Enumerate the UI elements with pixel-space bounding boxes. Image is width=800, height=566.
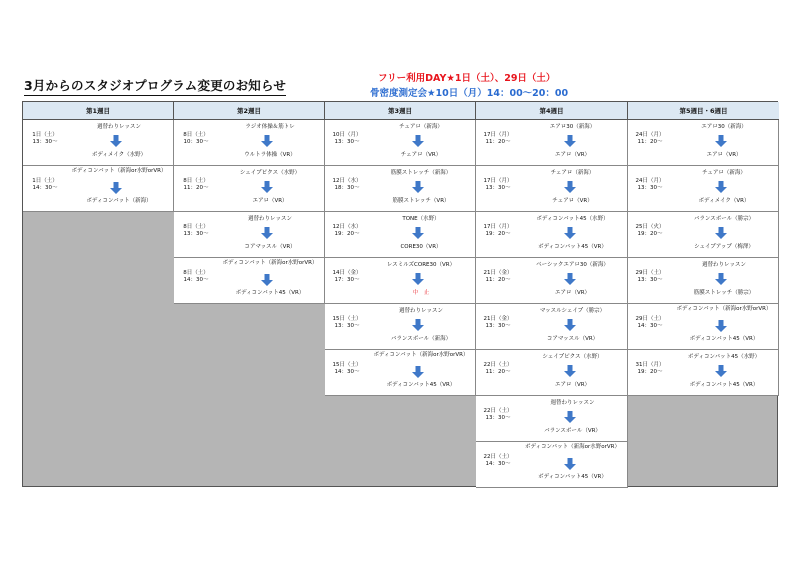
lesson-time: 14：30〜 (32, 185, 58, 191)
lesson-date: 17日（月） (483, 178, 513, 184)
schedule-cell (325, 304, 476, 350)
arrow-down-icon (715, 320, 727, 332)
arrow-down-icon (564, 227, 576, 239)
schedule-cell (476, 166, 628, 212)
old-program: チェアロ（新海） (550, 170, 595, 176)
lesson-date: 17日（月） (483, 224, 513, 230)
old-program: ラジオ体操＆筋トレ (245, 124, 295, 130)
schedule-cell (476, 350, 628, 396)
lesson-time: 13：30〜 (334, 139, 360, 145)
lesson-date: 1日（土） (32, 178, 58, 184)
lesson-datetime (23, 132, 67, 146)
new-program: エアロ（VR） (554, 382, 591, 388)
arrow-down-icon (564, 365, 576, 377)
new-program: コアマッスル（VR） (244, 244, 296, 250)
old-program: ボディコンバット（新海or水野orVR） (71, 168, 167, 174)
lesson-datetime (174, 224, 218, 238)
arrow-down-icon (412, 227, 424, 239)
lesson-datetime (325, 362, 369, 376)
arrow-down-icon (110, 135, 122, 147)
schedule-cell (628, 166, 779, 212)
schedule-cell (325, 166, 476, 212)
lesson-time: 11：20〜 (485, 139, 511, 145)
lesson-date: 10日（月） (332, 132, 362, 138)
lesson-datetime (628, 362, 672, 376)
new-program: ボディコンバット（新海） (86, 198, 152, 204)
old-program: マッスルシェイプ（勝宗） (539, 308, 606, 314)
schedule-cell (476, 304, 628, 350)
lesson-date: 21日（金） (483, 270, 513, 276)
lesson-datetime (174, 178, 218, 192)
schedule-cell (174, 212, 325, 258)
schedule-cell (476, 258, 628, 304)
arrow-down-icon (564, 181, 576, 193)
free-day-notice: フリー利用DAY★1日（土）、29日（土） (378, 73, 556, 84)
lesson-datetime (174, 132, 218, 146)
old-program: レスミルズCORE30（VR） (386, 262, 456, 268)
new-program: シェイプアップ（梅澤） (694, 244, 754, 250)
new-program: CORE30（VR） (400, 244, 442, 250)
schedule-cell (476, 212, 628, 258)
lesson-datetime (628, 132, 672, 146)
lesson-date: 12日（水） (332, 178, 362, 184)
cancelled-label: 中 止 (412, 290, 430, 296)
lesson-datetime (325, 178, 369, 192)
lesson-time: 14：30〜 (334, 369, 360, 375)
lesson-date: 1日（土） (32, 132, 58, 138)
lesson-datetime (325, 270, 369, 284)
schedule-cell (476, 442, 628, 488)
lesson-datetime (628, 224, 672, 238)
schedule-cell (325, 120, 476, 166)
old-program: ボディコンバット（新海or水野orVR） (524, 444, 620, 450)
lesson-date: 31日（月） (635, 362, 665, 368)
schedule-cell (174, 166, 325, 212)
old-program: エアロ30（新海） (701, 124, 747, 130)
new-program: チェアロ（VR） (400, 152, 442, 158)
arrow-down-icon (412, 366, 424, 378)
lesson-time: 17：30〜 (334, 277, 360, 283)
lesson-datetime (325, 316, 369, 330)
lesson-datetime (476, 132, 520, 146)
schedule-cell (628, 212, 779, 258)
lesson-date: 22日（土） (483, 454, 513, 460)
lesson-time: 13：30〜 (485, 185, 511, 191)
new-program: ボディコンバット45（VR） (689, 336, 759, 342)
week-header: 第1週目 (23, 102, 174, 120)
schedule-cell (174, 120, 325, 166)
arrow-down-icon (564, 319, 576, 331)
page-title: 3月からのスタジオプログラム変更のお知らせ (24, 76, 286, 96)
arrow-down-icon (261, 274, 273, 286)
old-program: シェイプピクス（水野） (239, 170, 301, 176)
schedule-cell (628, 258, 779, 304)
lesson-date: 15日（土） (332, 316, 362, 322)
lesson-datetime (476, 362, 520, 376)
lesson-datetime (476, 224, 520, 238)
arrow-down-icon (110, 182, 122, 194)
schedule-cell (628, 120, 779, 166)
arrow-down-icon (715, 135, 727, 147)
lesson-date: 21日（金） (483, 316, 513, 322)
arrow-down-icon (564, 458, 576, 470)
lesson-time: 11：20〜 (637, 139, 663, 145)
lesson-date: 15日（土） (332, 362, 362, 368)
lesson-time: 13：30〜 (334, 323, 360, 329)
new-program: ウルトラ体操（VR） (244, 152, 296, 158)
arrow-down-icon (715, 227, 727, 239)
lesson-time: 13：30〜 (637, 185, 663, 191)
lesson-date: 12日（水） (332, 224, 362, 230)
old-program: バランスボール（勝宗） (693, 216, 755, 222)
lesson-datetime (325, 132, 369, 146)
lesson-date: 14日（金） (332, 270, 362, 276)
new-program: チェアロ（VR） (552, 198, 593, 204)
lesson-date: 25日（火） (635, 224, 665, 230)
old-program: ボディコンバット45（水野） (687, 354, 761, 360)
new-program: バランスボール（新海） (390, 336, 452, 342)
new-program: バランスボール（VR） (544, 428, 601, 434)
lesson-date: 8日（土） (183, 132, 209, 138)
arrow-down-icon (564, 135, 576, 147)
lesson-datetime (476, 270, 520, 284)
old-program: エアロ30（新海） (549, 124, 596, 130)
old-program: シェイプピクス（水野） (542, 354, 603, 360)
new-program: エアロ（VR） (252, 198, 288, 204)
new-program: 筋膜ストレッチ（勝宗） (693, 290, 755, 296)
schedule-cell (325, 350, 476, 396)
lesson-date: 29日（土） (635, 316, 665, 322)
lesson-datetime (23, 178, 67, 192)
lesson-date: 29日（土） (635, 270, 665, 276)
arrow-down-icon (412, 135, 424, 147)
schedule-table (22, 101, 778, 487)
lesson-time: 13：30〜 (32, 139, 58, 145)
lesson-date: 24日（月） (635, 178, 665, 184)
old-program: ボディコンバット（新海or水野orVR） (373, 352, 469, 358)
arrow-down-icon (564, 273, 576, 285)
lesson-time: 11：20〜 (485, 369, 511, 375)
old-program: 週替わりレッスン (248, 216, 292, 222)
week-header: 第4週目 (476, 102, 628, 120)
schedule-cell (476, 120, 628, 166)
schedule-cell (628, 350, 779, 396)
lesson-time: 11：20〜 (183, 185, 209, 191)
arrow-down-icon (564, 411, 576, 423)
arrow-down-icon (715, 181, 727, 193)
new-program: コアマッスル（VR） (546, 336, 599, 342)
lesson-date: 8日（土） (183, 178, 209, 184)
arrow-down-icon (412, 181, 424, 193)
lesson-date: 22日（土） (483, 408, 513, 414)
schedule-cell (628, 304, 779, 350)
new-program: エアロ（VR） (554, 152, 591, 158)
old-program: チェアロ（新海） (399, 124, 443, 130)
lesson-time: 19：20〜 (334, 231, 360, 237)
lesson-time: 14：30〜 (183, 277, 209, 283)
lesson-datetime (628, 178, 672, 192)
lesson-time: 19：20〜 (637, 231, 663, 237)
lesson-datetime (476, 454, 520, 468)
week-header: 第5週目・6週目 (628, 102, 779, 120)
schedule-cell (23, 120, 174, 166)
old-program: 週替わりレッスン (702, 262, 746, 268)
lesson-datetime (476, 178, 520, 192)
old-program: チェアロ（新海） (702, 170, 746, 176)
old-program: ボディコンバット（新海or水野orVR） (222, 260, 318, 266)
lesson-time: 10：30〜 (183, 139, 209, 145)
lesson-time: 19：20〜 (485, 231, 511, 237)
lesson-time: 14：30〜 (485, 461, 511, 467)
new-program: ボディメイク（VR） (698, 198, 750, 204)
lesson-time: 14：30〜 (637, 323, 663, 329)
schedule-cell (325, 258, 476, 304)
lesson-time: 13：30〜 (183, 231, 209, 237)
arrow-down-icon (715, 365, 727, 377)
lesson-datetime (476, 408, 520, 422)
new-program: ボディコンバット45（VR） (235, 290, 305, 296)
arrow-down-icon (412, 319, 424, 331)
lesson-date: 17日（月） (483, 132, 513, 138)
old-program: TONE（水野） (402, 216, 440, 222)
new-program: ボディコンバット45（VR） (538, 244, 607, 250)
old-program: 週替わりレッスン (97, 124, 141, 130)
schedule-cell (174, 258, 325, 304)
arrow-down-icon (261, 135, 273, 147)
arrow-down-icon (412, 273, 424, 285)
lesson-time: 19：20〜 (637, 369, 663, 375)
lesson-datetime (325, 224, 369, 238)
lesson-time: 18：30〜 (334, 185, 360, 191)
old-program: ボディコンバット45（水野） (536, 216, 609, 222)
old-program: 筋膜ストレッチ（新海） (390, 170, 452, 176)
lesson-time: 11：20〜 (485, 277, 511, 283)
new-program: エアロ（VR） (554, 290, 591, 296)
old-program: 週替わりレッスン (399, 308, 443, 314)
schedule-cell (476, 396, 628, 442)
old-program: ボディコンバット（新海or水野orVR） (676, 306, 772, 312)
lesson-date: 8日（土） (183, 270, 209, 276)
lesson-time: 13：30〜 (485, 415, 511, 421)
arrow-down-icon (261, 181, 273, 193)
new-program: ボディコンバット45（VR） (386, 382, 456, 388)
week-header: 第3週目 (325, 102, 476, 120)
lesson-time: 13：30〜 (485, 323, 511, 329)
new-program: ボディコンバット45（VR） (689, 382, 759, 388)
lesson-datetime (174, 270, 218, 284)
new-program: ボディコンバット45（VR） (538, 474, 607, 480)
old-program: ベーシックエアロ30（新海） (536, 262, 609, 268)
week-header: 第2週目 (174, 102, 325, 120)
lesson-date: 24日（月） (635, 132, 665, 138)
bone-density-notice: 骨密度測定会★10日（月）14：00〜20：00 (370, 88, 569, 99)
new-program: ボディメイク（水野） (91, 152, 147, 158)
arrow-down-icon (261, 227, 273, 239)
schedule-cell (23, 166, 174, 212)
old-program: 週替わりレッスン (550, 400, 595, 406)
arrow-down-icon (715, 273, 727, 285)
lesson-time: 13：30〜 (637, 277, 663, 283)
lesson-datetime (476, 316, 520, 330)
new-program: エアロ（VR） (706, 152, 742, 158)
schedule-cell (325, 212, 476, 258)
lesson-datetime (628, 316, 672, 330)
lesson-date: 8日（土） (183, 224, 209, 230)
new-program: 筋膜ストレッチ（VR） (392, 198, 450, 204)
lesson-date: 22日（土） (483, 362, 513, 368)
lesson-datetime (628, 270, 672, 284)
